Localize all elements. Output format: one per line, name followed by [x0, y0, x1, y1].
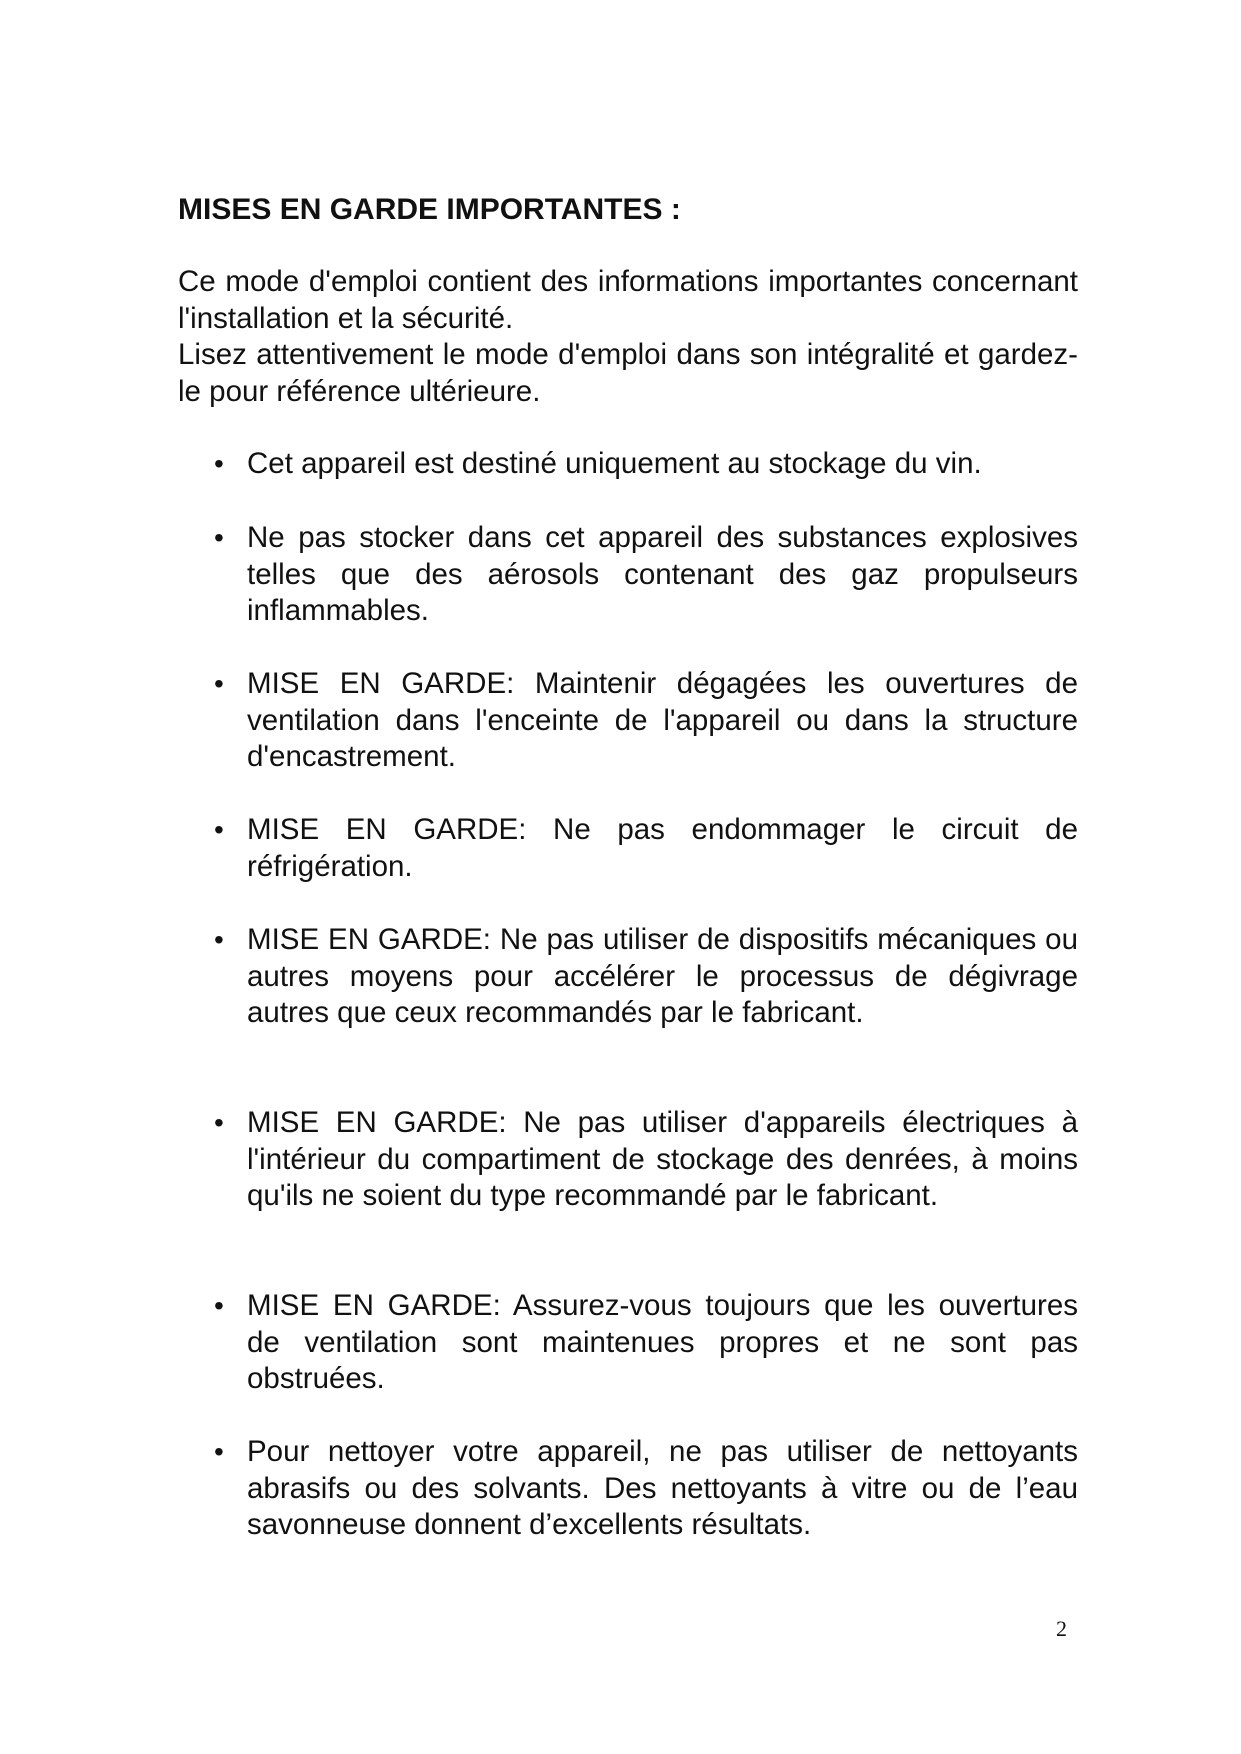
list-item-text: MISE EN GARDE: Ne pas utiliser de dispositifs mécaniques ou autres moyens pour accélérer le processus de dégivrage autres que ceux recommandés par le fabricant.	[247, 923, 1078, 1029]
bullet-icon: •	[214, 1107, 224, 1138]
list-item-text: Ne pas stocker dans cet appareil des substances explosives telles que des aérosols contenant des gaz propulseurs inflammables.	[247, 521, 1078, 627]
bullet-icon: •	[214, 448, 224, 479]
bullet-icon: •	[214, 522, 224, 553]
page-number: 2	[1056, 1616, 1067, 1641]
list-item-text: MISE EN GARDE: Assurez-vous toujours que les ouvertures de ventilation sont maintenues propres et ne sont pas obstruées.	[247, 1289, 1078, 1395]
list-item	[214, 666, 1078, 776]
bullet-icon: •	[214, 668, 224, 699]
list-item-text: Pour nettoyer votre appareil, ne pas utiliser de nettoyants abrasifs ou des solvants. Des nettoyants à vitre ou de l’eau savonneuse donnent d’excellents résultats.	[247, 1435, 1078, 1541]
bullet-icon: •	[214, 1436, 224, 1467]
bullet-icon: •	[214, 814, 224, 845]
list-item-text: MISE EN GARDE: Ne pas endommager le circuit de réfrigération.	[247, 813, 1078, 883]
list-item-text: MISE EN GARDE: Ne pas utiliser d'appareils électriques à l'intérieur du compartiment de stockage des denrées, à moins qu'ils ne soient du type recommandé par le fabricant.	[247, 1106, 1078, 1212]
list-item-text: MISE EN GARDE: Maintenir dégagées les ouvertures de ventilation dans l'enceinte de l'appareil ou dans la structure d'encastrement.	[247, 667, 1078, 773]
list-item	[214, 520, 1078, 630]
list-item	[214, 812, 1078, 885]
list-item-text: Cet appareil est destiné uniquement au stockage du vin.	[247, 447, 982, 480]
list-item	[214, 1434, 1078, 1544]
intro-line-2: Lisez attentivement le mode d'emploi dans son intégralité et gardez-le pour référence ultérieure.	[178, 338, 1078, 408]
bullet-icon: •	[214, 924, 224, 955]
list-item	[214, 1105, 1078, 1215]
list-item	[214, 446, 1078, 483]
intro-paragraph	[178, 264, 1078, 410]
page-title: MISES EN GARDE IMPORTANTES :	[178, 193, 681, 226]
list-item	[214, 922, 1078, 1032]
bullet-icon: •	[214, 1290, 224, 1321]
intro-line-1: Ce mode d'emploi contient des informations importantes concernant l'installation et la sécurité.	[178, 265, 1078, 335]
list-item	[214, 1288, 1078, 1398]
